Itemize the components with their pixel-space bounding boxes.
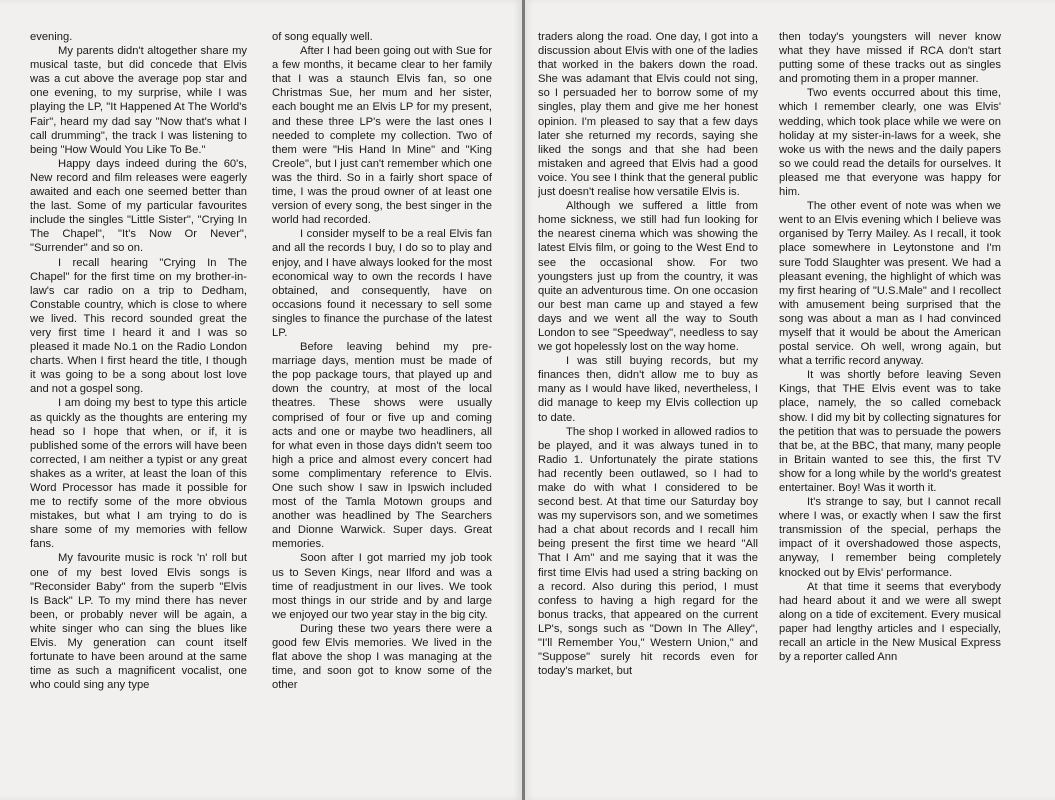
column-1 <box>30 30 247 796</box>
paragraph: then today's youngsters will never know what they have missed if RCA don't start putting some of these tracks out as singles and promoting them in a proper manner. <box>779 31 1001 86</box>
paragraph: Although we suffered a little from home sickness, we still had fun looking for the nearest cinema which was showing the latest Elvis film, or going to the West End to see the occasional show. For two youngsters just up from the country, it was quite an adventurous time. On one occasion our best man came up and stayed a few days and we went all the way to South London to see "Speedway", needless to say we got hopelessly lost on the way home. <box>538 200 758 354</box>
paragraph: I was still buying records, but my finances then, didn't allow me to buy as many as I would have liked, nevertheless, I did manage to keep my Elvis collection up to date. <box>538 355 758 424</box>
paragraph: I am doing my best to type this article as quickly as the thoughts are entering my head so I hope that when, or if, it is published some of the errors will have been corrected, I am neither a typist or any great shakes as a writer, at least the loan of this Word Processor has made it possible for me to rectify some of the more obvious mistakes, but what I am trying to do is share some of my memories with fellow fans. <box>30 397 247 551</box>
column-4 <box>779 30 1001 796</box>
paragraph: I consider myself to be a real Elvis fan and all the records I buy, I do so to play and enjoy, and I have always looked for the most economical way to own the records I have obtained, and consequently, have on occasions found it necessary to sell some singles to finance the purchase of the latest LP. <box>272 228 492 339</box>
paragraph: evening. <box>30 31 73 43</box>
paragraph: I recall hearing "Crying In The Chapel" for the first time on my brother-in-law's car radio on a trip to Dedham, Constable country, which is close to where we lived. This record sounded great the very first time I heard it and I was so pleased it made No.1 on the Radio London charts. When I first heard the title, I though it was going to be a song about lost love and not a gospel song. <box>30 256 247 396</box>
paragraph: Happy days indeed during the 60's, New record and film releases were eagerly awaited and each one seemed better than the last. Some of my particular favourites include the singles "Little Sister", "Crying In The Chapel", "It's Now Or Never", "Surrender" and so on. <box>30 157 247 255</box>
paragraph: My favourite music is rock 'n' roll but one of my best loved Elvis songs is "Reconsider Baby" from the superb "Elvis Is Back" LP. To my mind there has never been, or probably never will be again, a white singer who can sing the blues like Elvis. My generation can count itself fortunate to have been around at the same time as such a magnificent vocalist, one who could sing any type <box>30 552 247 692</box>
paragraph: My parents didn't altogether share my musical taste, but did concede that Elvis was a cut above the average pop star and one evening, to my surprise, while I was playing the LP, "It Happened At The World's Fair", heard my dad say "Now that's what I call drumming", the track I was listening to being "How Would You Like To Be." <box>30 45 247 156</box>
paragraph: After I had been going out with Sue for a few months, it became clear to her family that I was a staunch Elvis fan, so one Christmas Sue, her mum and her sister, each bought me an Elvis LP for my present, and these three LP's were the last ones I needed to complete my collection. Two of them were "His Hand In Mine" and "King Creole", but I just can't remember which one was the third. So in a fairly short space of time, I was the proud owner of at least one version of every song, the best singer in the world had recorded. <box>272 45 492 227</box>
paragraph: It's strange to say, but I cannot recall where I was, or exactly when I saw the first transmission of the special, perhaps the impact of it overshadowed those aspects, anyway, I remember being completely knocked out by Elvis' performance. <box>779 496 1001 579</box>
paragraph: At that time it seems that everybody had heard about it and we were all swept along on a tide of excitement. Every musical paper had lengthy articles and I especially, recall an article in the New Musical Express by a reporter called Ann <box>779 580 1001 664</box>
left-page <box>0 0 522 800</box>
paragraph: The shop I worked in allowed radios to be played, and it was always tuned in to Radio 1. Unfortunately the pirate stations had recently been outlawed, so I had to make do with what I considered to be second best. At that time our Saturday boy was my supervisors son, and we sometimes had a chat about records and I recall him being present the first time we heard "All That I Am" and me saying that it was the first time Elvis had used a string backing on a record. Also during this period, I must confess to having a high regard for the bonus tracks, that appeared on the current LP's, songs such as "Down In The Alley", "I'll Remember You," Western Union," and "Suppose" surely hit records even for today's market, but <box>538 425 758 678</box>
paragraph: It was shortly before leaving Seven Kings, that THE Elvis event was to take place, namely, the so called comeback show. I did my bit by collecting signatures for the petition that was to persuade the powers that be, at the BBC, that many, many people in Britain wanted to see this, the first TV show for a long while by the world's greatest entertainer. Boy! Was it worth it. <box>779 369 1001 494</box>
paragraph: traders along the road. One day, I got into a discussion about Elvis with one of the ladies that worked in the bakers down the road. She was adamant that Elvis could not sing, so I persuaded her to borrow some of my singles, play them and give me her honest opinion. I'm pleased to say that a few days later she returned my records, saying she liked the songs and that she had been mistaken and agreed that Elvis had a good voice. You see I think that the general public just doesn't realise how versatile Elvis is. <box>538 31 758 199</box>
paragraph: Before leaving behind my pre-marriage days, mention must be made of the pop package tours, that played up and down the country, at most of the local theatres. These shows were usually comprised of four or five up and coming acts and one or maybe two headliners, all for what even in those days didn't seem too high a price and almost every concert had some complimentary reference to Elvis. One such show I saw in Ipswich included most of the Tamla Motown groups and another was headlined by The Searchers and Dionne Warwick. Super days. Great memories. <box>272 341 492 551</box>
paragraph: Soon after I got married my job took us to Seven Kings, near Ilford and was a time of readjustment in our lives. We took most things in our stride and by and large we enjoyed our two year stay in the big city. <box>272 552 492 621</box>
paragraph: of song equally well. <box>272 31 373 43</box>
paragraph: During these two years there were a good few Elvis memories. We lived in the flat above the shop I was managing at the time, and soon got to know some of the other <box>272 622 492 692</box>
right-page <box>525 0 1055 800</box>
column-3 <box>538 30 758 796</box>
column-2 <box>272 30 492 796</box>
paragraph: The other event of note was when we went to an Elvis evening which I believe was organised by Terry Mailey. As I recall, it took place somewhere in Leytonstone and I'm sure Todd Slaughter was present. We had a pleasant evening, the highlight of which was my first hearing of "U.S.Male" and I recollect with amusement being surprised that the song was about a man as I had convinced myself that it would be about the American postal service. Oh well, wrong again, but what a terrific record anyway. <box>779 200 1001 368</box>
paragraph: Two events occurred about this time, which I remember clearly, one was Elvis' wedding, which took place while we were on holiday at my sister-in-laws for a week, she woke us with the news and the daily papers so we could read the details for ourselves. It pleased me that everyone was happy for him. <box>779 87 1001 199</box>
